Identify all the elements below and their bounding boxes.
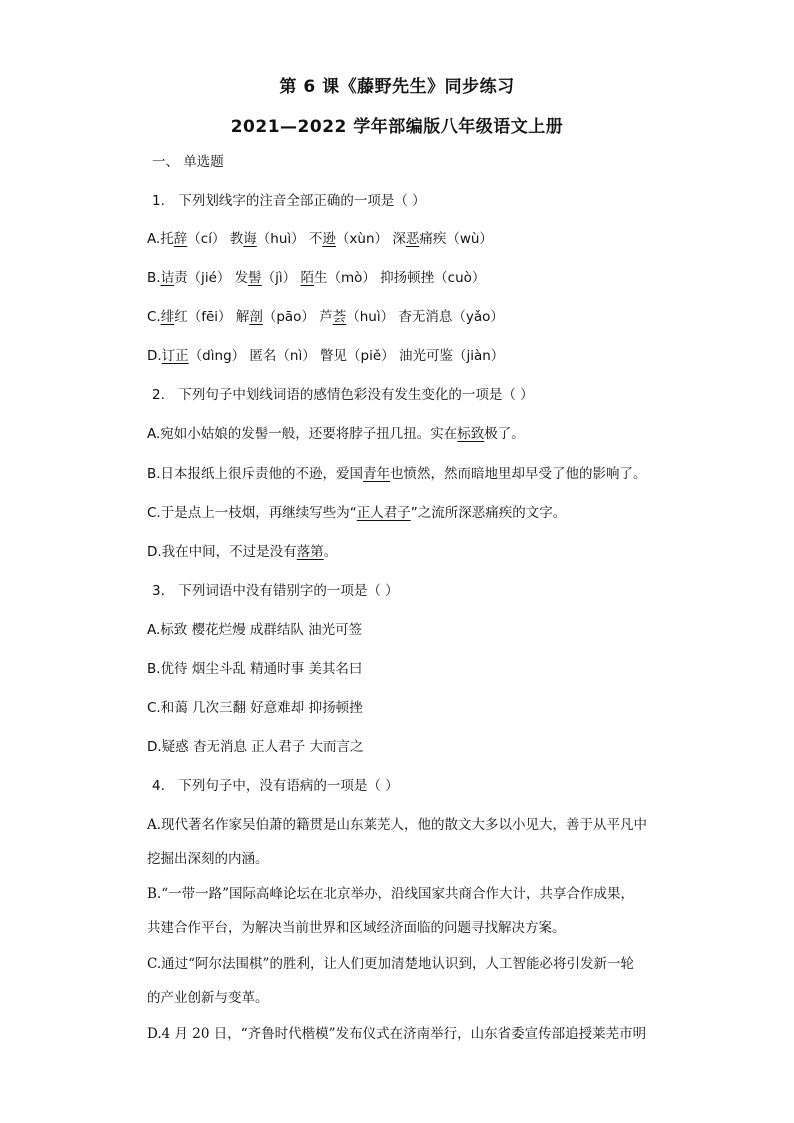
question-1-option-a: A.托辞（cí） 教诲（huì） 不逊（xùn） 深恶痛疾（wù） [147, 231, 493, 247]
section-heading: 一、 单选题 [152, 154, 224, 170]
question-3-option-d: D.疑惑 杳无消息 正人君子 大而言之 [147, 739, 364, 755]
page-title: 第 6 课《藤野先生》同步练习 [279, 77, 515, 97]
page-subtitle: 2021—2022 学年部编版八年级语文上册 [230, 117, 564, 137]
question-1-option-c: C.绯红（fēi） 解剖（pāo） 芦荟（huì） 杳无消息（yǎo） [147, 309, 504, 325]
question-2-option-b: B.日本报纸上很斥责他的不逊，爱国青年也愤然，然而暗地里却早受了他的影响了。 [147, 466, 647, 482]
question-4-option-d-line-1: D.4 月 20 日，“齐鲁时代楷模”发布仪式在济南举行，山东省委宣传部追授莱芜市明 [147, 1026, 647, 1042]
question-4-stem: 4. 下列句子中，没有语病的一项是（ ） [152, 778, 399, 794]
question-4-option-c-line-2: 的产业创新与变革。 [147, 990, 269, 1006]
question-3-option-c: C.和蔼 几次三翻 好意难却 抑扬顿挫 [147, 700, 363, 716]
question-4-option-b-line-2: 共建合作平台，为解决当前世界和区域经济面临的问题寻找解决方案。 [147, 920, 566, 936]
question-1-option-d: D.订正（dìng） 匿名（nì） 瞥见（piě） 油光可鉴（jiàn） [147, 348, 505, 364]
question-2-stem: 2. 下列句子中划线词语的感情色彩没有发生变化的一项是（ ） [152, 387, 534, 403]
question-4-option-a-line-1: A.现代著名作家吴伯萧的籍贯是山东莱芜人，他的散文大多以小见大，善于从平凡中 [147, 817, 648, 833]
question-3-stem: 3. 下列词语中没有错别字的一项是（ ） [152, 583, 399, 599]
question-1-stem: 1. 下列划线字的注音全部正确的一项是（ ） [152, 193, 426, 209]
question-3-option-b: B.优待 烟尘斗乱 精通时事 美其名曰 [147, 661, 363, 677]
question-2-option-c: C.于是点上一枝烟，再继续写些为“正人君子”之流所深恶痛疾的文字。 [147, 505, 567, 521]
question-1-option-b: B.诘责（jié） 发髻（jì） 陌生（mò） 抑扬顿挫（cuò） [147, 270, 486, 286]
question-4-option-c-line-1: C.通过“阿尔法围棋”的胜利，让人们更加清楚地认识到，人工智能必将引发新一轮 [147, 956, 634, 972]
question-3-option-a: A.标致 樱花烂熳 成群结队 油光可签 [147, 622, 363, 638]
question-2-option-a: A.宛如小姑娘的发髻一般，还要将脖子扭几扭。实在标致极了。 [147, 426, 525, 442]
question-4-option-a-line-2: 挖掘出深刻的内涵。 [147, 851, 269, 867]
question-2-option-d: D.我在中间，不过是没有落第。 [147, 544, 338, 560]
question-4-option-b-line-1: B.“一带一路”国际高峰论坛在北京举办，沿线国家共商合作大计，共享合作成果， [147, 886, 635, 902]
